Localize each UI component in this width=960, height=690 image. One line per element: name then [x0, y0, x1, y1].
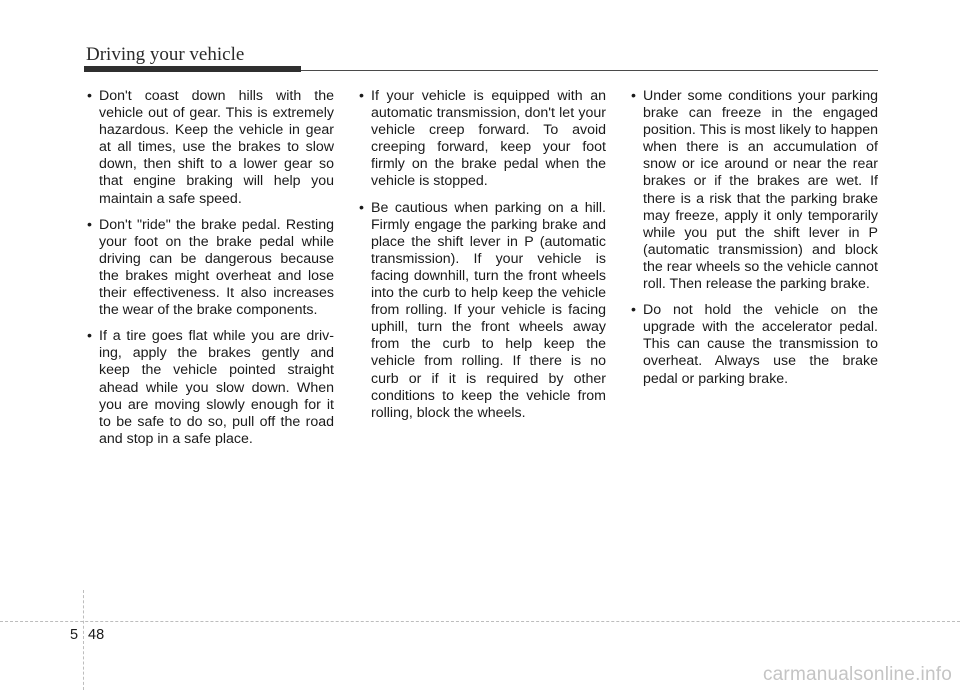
page-number: 48: [88, 627, 105, 643]
text-column-2: [356, 88, 606, 431]
bullet-item: • If your vehicle is equipped with an automatic transmission, don't let your vehicle creep forward. To avoid creeping forward, keep your foot firmly on the brake pedal when the vehicle is stopped.: [356, 88, 606, 191]
watermark: carmanualsonline.info: [762, 664, 952, 685]
bullet-item: • Don't "ride" the brake pedal. Resting your foot on the brake pedal while driving can be dangerous because the brakes might overheat and lose their effectiveness. It also increases the wear of the brake components.: [84, 217, 334, 320]
section-title: Driving your vehicle: [86, 44, 245, 65]
text-column-3: [628, 88, 878, 397]
footer-divider: [0, 621, 960, 622]
bullet-item: • Don't coast down hills with the vehicle out of gear. This is extremely hazardous. Keep the vehicle in gear at all times, use the brakes to slow down, then shift to a lower gear so that engine braking will help you maintain a safe speed.: [84, 88, 334, 208]
footer-vertical-divider: [83, 590, 84, 690]
chapter-number: 5: [70, 627, 79, 643]
bullet-item: • Be cautious when parking on a hill. Firmly engage the parking brake and place the shift lever in P (automatic transmission). If your vehicle is facing downhill, turn the front wheels into the curb to help keep the vehicle from rolling. If your vehicle is facing uphill, turn the front wheels away from the curb to help keep the vehicle from rolling. If there is no curb or if it is required by other conditions to keep the vehicle from rolling, block the wheels.: [356, 200, 606, 422]
bullet-item: • Do not hold the vehicle on the upgrade with the accelerator pedal. This can cause the transmission to overheat. Always use the brake pedal or parking brake.: [628, 302, 878, 387]
header-rule-thin: [301, 70, 878, 71]
header-rule-thick: [84, 66, 301, 72]
bullet-item: • Under some conditions your parking brake can freeze in the engaged position. This is most likely to happen when there is an accumulation of snow or ice around or near the rear brakes or if the brakes are wet. If there is a risk that the parking brake may freeze, apply it only temporarily while you put the shift lever in P (automatic transmission) and block the rear wheels so the vehicle cannot roll. Then release the parking brake.: [628, 88, 878, 293]
bullet-item: • If a tire goes flat while you are driving, apply the brakes gently and keep the vehicle pointed straight ahead while you slow down. When you are moving slowly enough for it to be safe to do so, pull off the road and stop in a safe place.: [84, 328, 334, 448]
text-column-1: [84, 88, 334, 457]
